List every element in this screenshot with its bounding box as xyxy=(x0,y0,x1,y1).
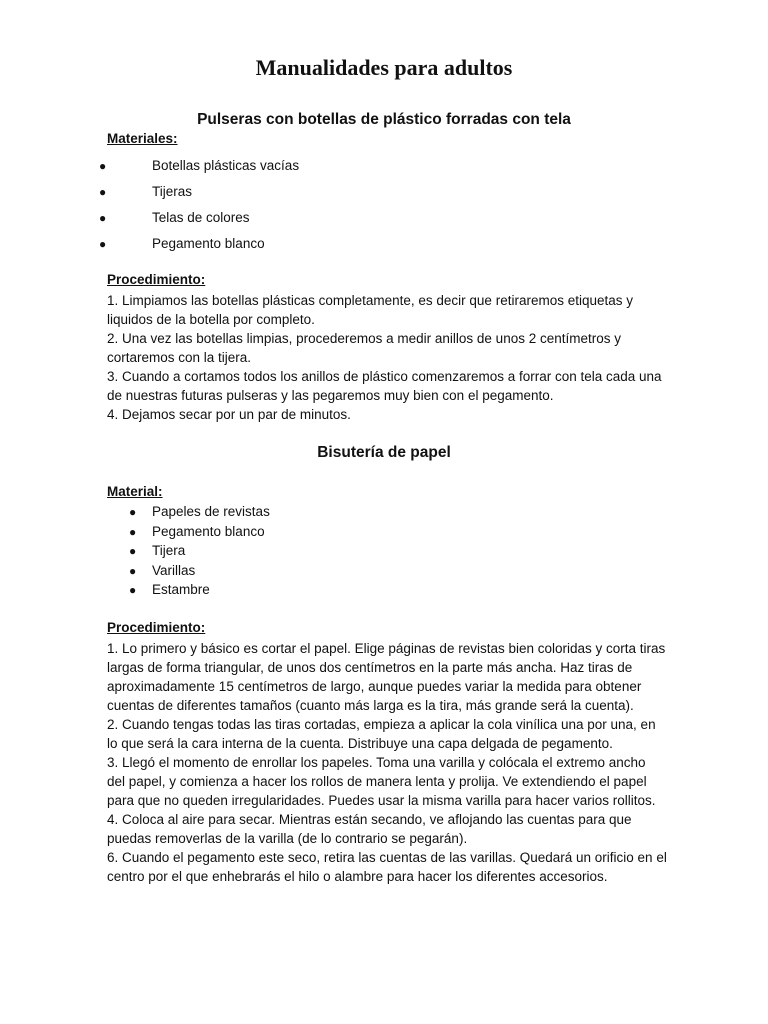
section1-procedure-label: Procedimiento: xyxy=(107,272,206,287)
procedure-step: 1. Limpiamos las botellas plásticas completamente, es decir que retiraremos etiquetas y liquidos de la botella por completo. xyxy=(107,293,633,327)
procedure-step: 6. Cuando el pegamento este seco, retira las cuentas de las varillas. Quedará un orificio en el centro por el que enhebrarás el hilo o alambre para hacer los diferentes accesorios. xyxy=(107,850,667,884)
procedure-step: 4. Dejamos secar por un par de minutos. xyxy=(107,407,351,422)
bullet-icon: ● xyxy=(129,544,137,558)
bullet-icon: ● xyxy=(99,159,107,173)
procedure-step: 2. Cuando tengas todas las tiras cortadas, empieza a aplicar la cola vinílica una por una, en lo que será la cara interna de la cuenta. Distribuye una capa delgada de pegamento. xyxy=(107,717,656,751)
procedure-step: 1. Lo primero y básico es cortar el papel. Elige páginas de revistas bien coloridas y corta tiras largas de forma triangular, de unos dos centímetros en la parte más ancha. Haz tiras de aproximadamente 15 centímetros de largo, aunque puedes variar la medida para obtener cuentas de diferentes tamaños (cuanto más larga es la tira, más grande será la cuenta). xyxy=(107,641,666,713)
bullet-icon: ● xyxy=(129,563,137,578)
bullet-icon: ● xyxy=(99,185,107,199)
bullet-icon: ● xyxy=(99,237,107,251)
section1-materials-label: Materiales: xyxy=(107,131,178,146)
bullet-icon: ● xyxy=(99,211,107,225)
procedure-step: 4. Coloca al aire para secar. Mientras están secando, ve aflojando las cuentas para que puedas removerlas de la varilla (de lo contrario se pegarán). xyxy=(107,812,632,846)
bullet-icon: ● xyxy=(129,524,137,539)
bullet-icon: ● xyxy=(129,505,137,519)
section2-procedure-label: Procedimiento: xyxy=(107,620,206,635)
procedure-step: 3. Cuando a cortamos todos los anillos de plástico comenzaremos a forrar con tela cada una de nuestras futuras pulseras y las pegaremos muy bien con el pegamento. xyxy=(107,369,662,403)
section1-procedure xyxy=(107,291,667,424)
section2-heading: Bisutería de papel xyxy=(317,444,451,461)
procedure-step: 2. Una vez las botellas limpias, procederemos a medir anillos de unos 2 centímetros y cortaremos con la tijera. xyxy=(107,331,621,365)
section1-heading: Pulseras con botellas de plástico forradas con tela xyxy=(197,111,571,128)
section2-materials-label: Material: xyxy=(107,484,163,499)
procedure-step: 3. Llegó el momento de enrollar los papeles. Toma una varilla y colócala el extremo ancho del papel, y comienza a hacer los rollos de manera lenta y prolija. Ve extendiendo el papel para que no queden irregularidades. Puedes usar la misma varilla para hacer varios rollitos. xyxy=(107,755,656,808)
document-title: Manualidades para adultos xyxy=(255,55,513,80)
bullet-icon: ● xyxy=(129,583,137,597)
section2-procedure xyxy=(107,639,667,886)
